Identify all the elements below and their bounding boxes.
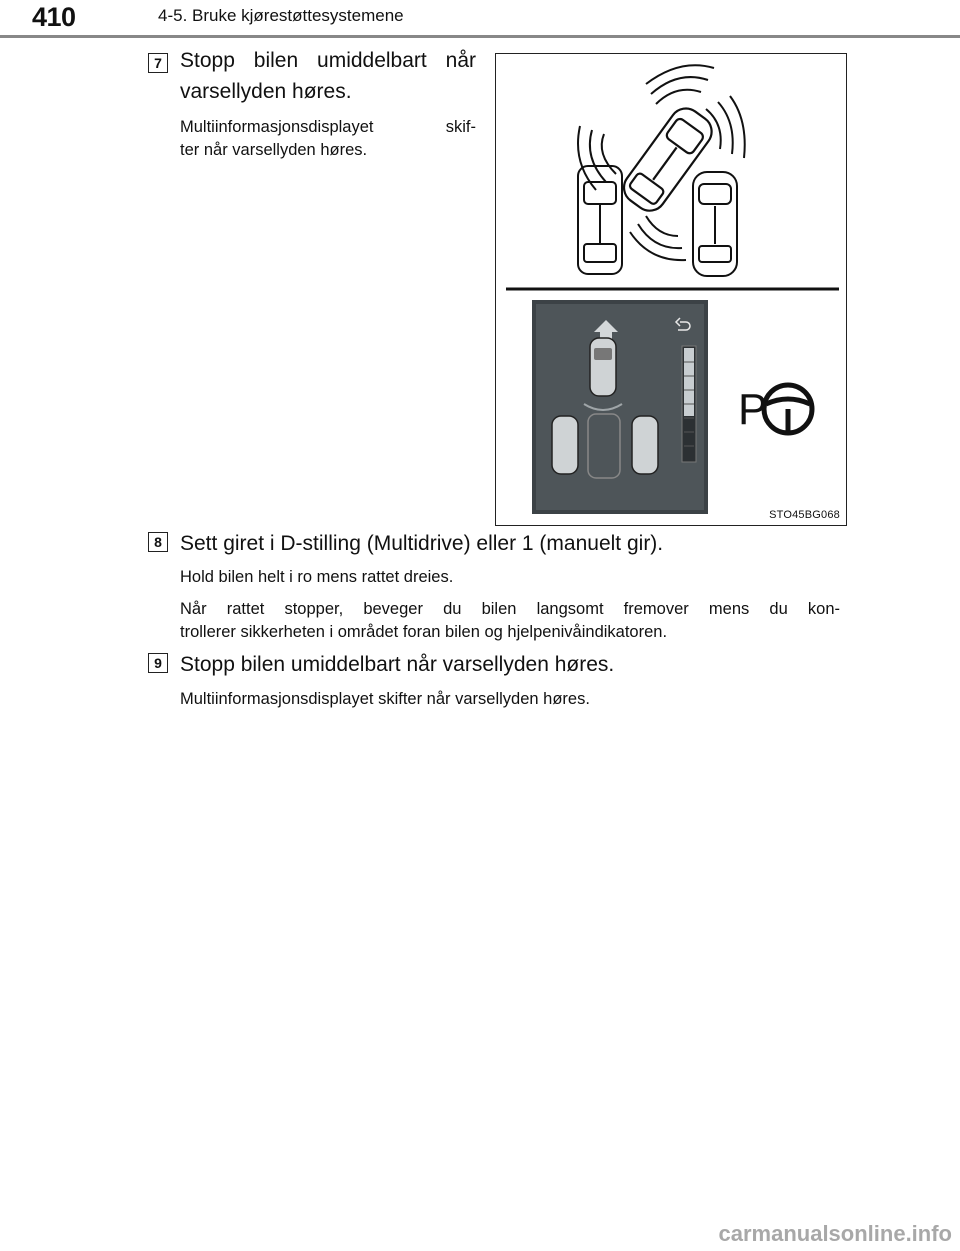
step-9-title: Stopp bilen umiddelbart når varsellyden høres. bbox=[180, 653, 615, 676]
right-car-icon bbox=[632, 416, 658, 474]
right-parked-car bbox=[693, 172, 737, 276]
step-number-7: 7 bbox=[148, 53, 168, 73]
header-rule bbox=[0, 35, 960, 38]
left-car-icon bbox=[552, 416, 578, 474]
page-header bbox=[0, 0, 960, 40]
step-8-paragraph-2-line-1: Når rattet stopper, beveger du bilen langsomt fremover mens du kon- bbox=[180, 600, 840, 618]
steering-wheel-icon bbox=[764, 385, 812, 433]
parking-assist-letter: P bbox=[738, 385, 768, 434]
step-number-9: 9 bbox=[148, 653, 168, 673]
figure-code: STO45BG068 bbox=[769, 509, 840, 521]
step-7-title bbox=[180, 45, 476, 107]
own-car-icon bbox=[590, 338, 616, 396]
step-8-paragraph-1: Hold bilen helt i ro mens rattet dreies. bbox=[180, 568, 454, 586]
step-7-body-line-2: ter når varsellyden høres. bbox=[180, 141, 368, 159]
step-7-body bbox=[180, 116, 476, 162]
step-7-title-line-1: Stopp bilen umiddelbart når bbox=[180, 49, 476, 72]
step-8-paragraph-2-line-2: trollerer sikkerheten i området foran bilen og hjelpenivåindikatoren. bbox=[180, 623, 668, 641]
left-parked-car bbox=[578, 166, 622, 274]
page-number: 410 bbox=[32, 2, 76, 32]
step-7-body-line-1: Multiinformasjonsdisplayet skif- bbox=[180, 118, 476, 136]
step-8-paragraph-2 bbox=[180, 598, 840, 644]
multi-info-display bbox=[532, 300, 708, 514]
step-number-8: 8 bbox=[148, 532, 168, 552]
chapter-title: 4-5. Bruke kjørestøttesystemene bbox=[158, 6, 404, 25]
step-9-paragraph-1: Multiinformasjonsdisplayet skifter når varsellyden høres. bbox=[180, 690, 590, 708]
step-7-title-line-2: varsellyden høres. bbox=[180, 80, 352, 103]
step-8-title: Sett giret i D-stilling (Multidrive) eller 1 (manuelt gir). bbox=[180, 532, 664, 555]
parking-assist-figure bbox=[495, 53, 847, 526]
watermark: carmanualsonline.info bbox=[718, 1221, 952, 1246]
parking-illustration bbox=[496, 54, 845, 524]
